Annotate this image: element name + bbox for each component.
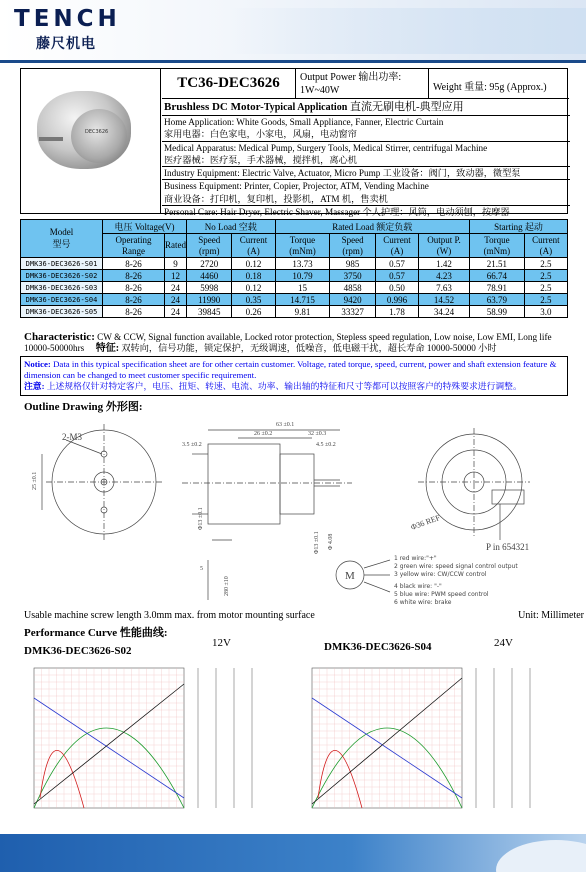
company-logo: TENCH — [14, 6, 121, 32]
model-cell: DMK36-DEC3626-S02 — [21, 270, 103, 282]
value-cell: 58.99 — [470, 306, 525, 318]
value-cell: 24 — [164, 282, 186, 294]
value-cell: 2720 — [186, 258, 232, 270]
application-heading: Brushless DC Motor-Typical Application 直流无刷电机-典型应用 — [164, 101, 464, 113]
outline-title: Outline Drawing 外形图: — [24, 401, 143, 413]
application-line: 商业设备：打印机，复印机，投影机，ATM 机，售卖机 — [164, 193, 388, 204]
noload-header: No Load 空载 — [186, 220, 275, 234]
product-box — [20, 68, 568, 218]
column-header: Current (A) — [524, 234, 567, 258]
dim-5: 5 — [200, 566, 203, 572]
value-cell: 8-26 — [103, 270, 165, 282]
wire-3: 3 yellow wire: CW/CCW control — [394, 571, 487, 578]
value-cell: 66.74 — [470, 270, 525, 282]
value-cell: 3.0 — [524, 306, 567, 318]
dim-d4: Φ 4.08 — [328, 533, 334, 550]
characteristic: Characteristic: CW & CCW, Signal function available, Locked rotor protection, Stepless speed regulation, Low noise, Low EMI, Long life 10000-50000hrs 特征: 双转向，信号功能，锁定保护，无级调速，低噪音，低电磁干扰，超长寿命 10000-50000 小时 — [24, 331, 552, 354]
value-cell: 14.715 — [275, 294, 330, 306]
header-divider — [0, 60, 586, 63]
dim-25: 25 ±0.1 — [32, 471, 38, 490]
wire-5: 5 blue wire: PWM speed control — [394, 591, 489, 598]
dim-63: 63 ±0.1 — [276, 422, 295, 428]
dim-32: 32 ±0.3 — [308, 431, 327, 437]
dim-45: 4.5 ±0.2 — [316, 442, 336, 448]
unit-note: Unit: Millimeter — [518, 610, 584, 621]
value-cell: 0.26 — [232, 306, 275, 318]
application-line: 家用电器：白色家电，小家电，风扇，电动窗帘 — [164, 129, 357, 140]
dim-35: 3.5 ±0.2 — [182, 442, 202, 448]
value-cell: 9.81 — [275, 306, 330, 318]
value-cell: 78.91 — [470, 282, 525, 294]
product-photo — [21, 69, 161, 213]
value-cell: 8-26 — [103, 258, 165, 270]
value-cell: 33327 — [330, 306, 376, 318]
value-cell: 21.51 — [470, 258, 525, 270]
value-cell: 3750 — [330, 270, 376, 282]
table-row — [21, 258, 568, 270]
column-header: Speed (rpm) — [330, 234, 376, 258]
left-chart-voltage: 12V — [212, 637, 231, 649]
wire-1: 1 red wire:"+" — [394, 555, 437, 562]
value-cell: 0.18 — [232, 270, 275, 282]
column-header: Speed (rpm) — [186, 234, 232, 258]
value-cell: 2.5 — [524, 258, 567, 270]
outline-drawing — [22, 410, 570, 608]
dim-d13b: Φ13 ±0.1 — [314, 531, 320, 554]
value-cell: 34.24 — [419, 306, 470, 318]
motor-image — [37, 91, 131, 169]
notice-box: Notice: Data in this typical specification sheet are for other certain customer. Voltage, rated torque, speed, current, power and shaft extension feature & dimension can be changed to meet customer specific requirement. 注意: 上述规格仅针对特定客户，电压、扭矩、转速、电流、功率、输出轴的特征和尺寸等都可以按照客户的特殊要求进行调整。 — [20, 356, 568, 396]
value-cell: 4460 — [186, 270, 232, 282]
value-cell: 985 — [330, 258, 376, 270]
dim-m3: 2-M3 — [62, 432, 82, 442]
value-cell: 24 — [164, 294, 186, 306]
right-chart-model: DMK36-DEC3626-S04 — [324, 641, 432, 653]
application-line: Business Equipment: Printer, Copier, Projector, ATM, Vending Machine — [162, 179, 570, 192]
value-cell: 0.12 — [232, 282, 275, 294]
value-cell: 15 — [275, 282, 330, 294]
column-header: Rated — [164, 234, 186, 258]
value-cell: 9 — [164, 258, 186, 270]
column-header: Torque (mNm) — [470, 234, 525, 258]
column-header: Torque (mNm) — [275, 234, 330, 258]
column-header: Output P. (W) — [419, 234, 470, 258]
application-line: Personal Care: Hair Dryer, Electric Shaver, Massager 个人护理：风筒，电动须刨，按摩器 — [162, 205, 570, 218]
model-cell: DMK36-DEC3626-S03 — [21, 282, 103, 294]
dim-280: 280 ±10 — [224, 576, 230, 596]
value-cell: 63.79 — [470, 294, 525, 306]
application-line: Industry Equipment: Electric Valve, Actuator, Micro Pump 工业设备：阀门，致动器，微型泵 — [162, 166, 570, 179]
header-stripe — [226, 8, 586, 54]
value-cell: 4.23 — [419, 270, 470, 282]
table-row — [21, 270, 568, 282]
value-cell: 0.57 — [375, 270, 418, 282]
voltage-header: 电压 Voltage(V) — [103, 220, 187, 234]
value-cell: 2.5 — [524, 294, 567, 306]
right-chart-voltage: 24V — [494, 637, 513, 649]
motor-label: DEC3626 — [85, 129, 109, 135]
value-cell: 4858 — [330, 282, 376, 294]
application-line: Home Application: White Goods, Small Appliance, Fanner, Electric Curtain — [162, 115, 570, 128]
value-cell: 12 — [164, 270, 186, 282]
model-cell: DMK36-DEC3626-S04 — [21, 294, 103, 306]
value-cell: 8-26 — [103, 294, 165, 306]
value-cell: 7.63 — [419, 282, 470, 294]
motor-symbol: M — [345, 570, 355, 582]
model-cell: DMK36-DEC3626-S05 — [21, 306, 103, 318]
model-cell: DMK36-DEC3626-S01 — [21, 258, 103, 270]
value-cell: 13.73 — [275, 258, 330, 270]
performance-chart-left — [30, 660, 272, 820]
output-power: Output Power 输出功率: 1W~40W — [296, 69, 429, 99]
footer-band — [0, 834, 586, 872]
table-row — [21, 294, 568, 306]
usable-note: Usable machine screw length 3.0mm max. from motor mounting surface Unit: Millimeter — [24, 610, 584, 621]
application-line: Medical Apparatus: Medical Pump, Surgery Tools, Medical Stirrer, centrifugal Machine — [162, 141, 570, 154]
dim-26: 26 ±0.2 — [254, 431, 273, 437]
value-cell: 1.78 — [375, 306, 418, 318]
value-cell: 0.35 — [232, 294, 275, 306]
spec-table — [20, 219, 568, 318]
value-cell: 0.50 — [375, 282, 418, 294]
application-line: 医疗器械：医疗泵，手术器械，搅拌机，离心机 — [164, 154, 357, 165]
table-row — [21, 282, 568, 294]
weight: Weight 重量: 95g (Approx.) — [429, 69, 569, 99]
value-cell: 24 — [164, 306, 186, 318]
value-cell: 8-26 — [103, 282, 165, 294]
value-cell: 0.996 — [375, 294, 418, 306]
wire-2: 2 green wire: speed signal control output — [394, 563, 518, 570]
company-logo-cn: 藤尺机电 — [36, 36, 96, 52]
pin-label: P in 654321 — [486, 542, 530, 552]
dim-36ref: Φ36 REF — [409, 512, 442, 532]
wire-4: 4 black wire: "-" — [394, 583, 442, 590]
value-cell: 5998 — [186, 282, 232, 294]
value-cell: 2.5 — [524, 270, 567, 282]
value-cell: 11990 — [186, 294, 232, 306]
value-cell: 2.5 — [524, 282, 567, 294]
value-cell: 0.12 — [232, 258, 275, 270]
column-header: Current (A) — [375, 234, 418, 258]
performance-chart-right — [308, 660, 550, 820]
rated-header: Rated Load 额定负载 — [275, 220, 469, 234]
value-cell: 10.79 — [275, 270, 330, 282]
model-header: Model 型号 — [21, 220, 103, 258]
application-list — [164, 100, 568, 218]
dim-d13: Φ13 ±0.1 — [198, 507, 204, 530]
wire-6: 6 white wire: brake — [394, 599, 452, 606]
table-row — [21, 306, 568, 318]
starting-header: Starting 起动 — [470, 220, 568, 234]
value-cell: 9420 — [330, 294, 376, 306]
left-chart-model: DMK36-DEC3626-S02 — [24, 645, 132, 657]
value-cell: 0.57 — [375, 258, 418, 270]
column-header: Current (A) — [232, 234, 275, 258]
model-title: TC36-DEC3626 — [162, 69, 296, 99]
column-header: Operating Range — [103, 234, 165, 258]
performance-title: Performance Curve 性能曲线: — [24, 627, 168, 639]
value-cell: 39845 — [186, 306, 232, 318]
value-cell: 14.52 — [419, 294, 470, 306]
value-cell: 8-26 — [103, 306, 165, 318]
value-cell: 1.42 — [419, 258, 470, 270]
